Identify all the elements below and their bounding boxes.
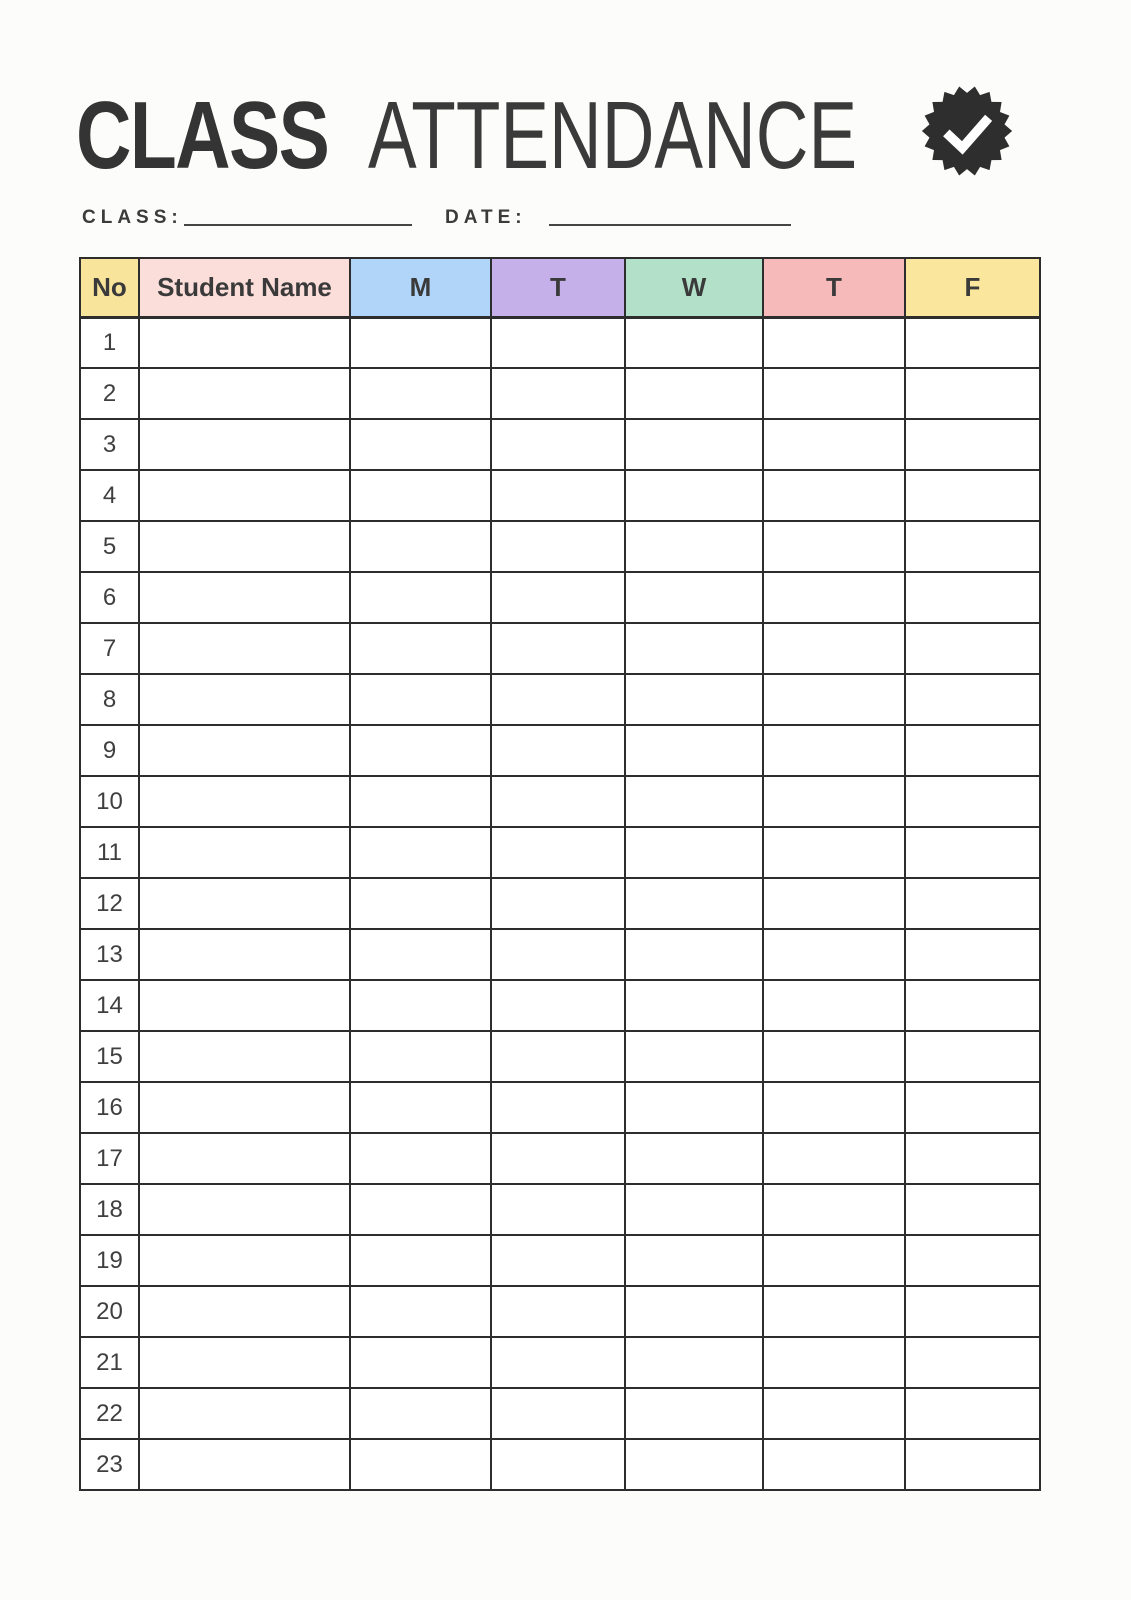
attendance-day-cell[interactable] [905,521,1040,572]
table-row [80,878,1040,929]
attendance-day-cell[interactable] [491,1286,625,1337]
attendance-day-cell[interactable] [625,980,763,1031]
student-name-cell[interactable] [139,674,350,725]
row-number-cell: 5 [80,521,139,572]
table-row [80,470,1040,521]
student-name-cell[interactable] [139,1082,350,1133]
attendance-day-cell[interactable] [763,1133,905,1184]
header-row [80,258,1040,317]
attendance-day-cell[interactable] [350,980,491,1031]
attendance-day-cell[interactable] [491,572,625,623]
table-row [80,419,1040,470]
attendance-day-cell[interactable] [625,1082,763,1133]
attendance-day-cell[interactable] [763,980,905,1031]
attendance-day-cell[interactable] [491,1388,625,1439]
row-number-cell: 18 [80,1184,139,1235]
table-row [80,1388,1040,1439]
student-name-cell[interactable] [139,1133,350,1184]
column-header-t-2: T [763,258,905,317]
attendance-day-cell[interactable] [625,1388,763,1439]
attendance-day-cell[interactable] [625,623,763,674]
attendance-day-cell[interactable] [763,521,905,572]
attendance-day-cell[interactable] [350,368,491,419]
table-row [80,980,1040,1031]
attendance-day-cell[interactable] [625,572,763,623]
page-title-class: CLASS [76,82,329,189]
attendance-day-cell[interactable] [905,929,1040,980]
attendance-day-cell[interactable] [763,674,905,725]
class-input-line[interactable] [184,206,412,226]
attendance-day-cell[interactable] [763,929,905,980]
row-number-cell: 20 [80,1286,139,1337]
attendance-day-cell[interactable] [491,674,625,725]
table-row [80,623,1040,674]
column-header-f: F [905,258,1040,317]
attendance-day-cell[interactable] [905,1235,1040,1286]
row-number-cell: 16 [80,1082,139,1133]
attendance-day-cell[interactable] [350,1439,491,1490]
attendance-day-cell[interactable] [350,929,491,980]
student-name-cell[interactable] [139,1388,350,1439]
attendance-day-cell[interactable] [491,878,625,929]
table-row [80,572,1040,623]
attendance-day-cell[interactable] [350,776,491,827]
table-row [80,776,1040,827]
attendance-day-cell[interactable] [491,1337,625,1388]
row-number-cell: 7 [80,623,139,674]
attendance-day-cell[interactable] [763,317,905,368]
attendance-day-cell[interactable] [905,572,1040,623]
attendance-day-cell[interactable] [350,878,491,929]
attendance-day-cell[interactable] [491,1133,625,1184]
attendance-day-cell[interactable] [905,827,1040,878]
attendance-day-cell[interactable] [350,725,491,776]
student-name-cell[interactable] [139,470,350,521]
attendance-day-cell[interactable] [763,776,905,827]
attendance-day-cell[interactable] [763,572,905,623]
table-row [80,1031,1040,1082]
column-header-m: M [350,258,491,317]
table-row [80,674,1040,725]
attendance-day-cell[interactable] [350,470,491,521]
table-row [80,827,1040,878]
student-name-cell[interactable] [139,1235,350,1286]
attendance-day-cell[interactable] [763,1286,905,1337]
row-number-cell: 11 [80,827,139,878]
attendance-day-cell[interactable] [491,929,625,980]
date-label: DATE: [445,207,527,228]
attendance-table [79,257,1041,1491]
attendance-day-cell[interactable] [350,572,491,623]
row-number-cell: 3 [80,419,139,470]
attendance-day-cell[interactable] [625,1133,763,1184]
student-name-cell[interactable] [139,317,350,368]
student-name-cell[interactable] [139,776,350,827]
attendance-day-cell[interactable] [905,1082,1040,1133]
attendance-day-cell[interactable] [350,1235,491,1286]
attendance-day-cell[interactable] [625,1337,763,1388]
attendance-day-cell[interactable] [625,317,763,368]
table-row [80,725,1040,776]
row-number-cell: 9 [80,725,139,776]
attendance-day-cell[interactable] [350,827,491,878]
column-header-t: T [491,258,625,317]
student-name-cell[interactable] [139,419,350,470]
attendance-day-cell[interactable] [350,1031,491,1082]
row-number-cell: 23 [80,1439,139,1490]
date-input-line[interactable] [549,206,791,226]
table-row [80,1082,1040,1133]
attendance-day-cell[interactable] [905,878,1040,929]
attendance-day-cell[interactable] [491,725,625,776]
row-number-cell: 12 [80,878,139,929]
table-row [80,1133,1040,1184]
attendance-day-cell[interactable] [625,1286,763,1337]
attendance-day-cell[interactable] [491,1184,625,1235]
attendance-day-cell[interactable] [625,470,763,521]
attendance-day-cell[interactable] [905,470,1040,521]
student-name-cell[interactable] [139,878,350,929]
attendance-day-cell[interactable] [763,878,905,929]
table-row [80,1286,1040,1337]
attendance-day-cell[interactable] [491,827,625,878]
attendance-day-cell[interactable] [763,1235,905,1286]
attendance-day-cell[interactable] [625,827,763,878]
attendance-day-cell[interactable] [905,1388,1040,1439]
attendance-day-cell[interactable] [763,1031,905,1082]
attendance-day-cell[interactable] [625,878,763,929]
attendance-day-cell[interactable] [350,1388,491,1439]
attendance-day-cell[interactable] [763,368,905,419]
row-number-cell: 14 [80,980,139,1031]
attendance-day-cell[interactable] [350,1286,491,1337]
page-title-attendance: ATTENDANCE [368,82,858,189]
attendance-day-cell[interactable] [491,521,625,572]
attendance-day-cell[interactable] [491,1439,625,1490]
row-number-cell: 21 [80,1337,139,1388]
table-row [80,1184,1040,1235]
attendance-day-cell[interactable] [350,1082,491,1133]
check-seal-icon [920,84,1014,178]
attendance-day-cell[interactable] [350,317,491,368]
attendance-day-cell[interactable] [625,929,763,980]
student-name-cell[interactable] [139,827,350,878]
attendance-day-cell[interactable] [763,419,905,470]
attendance-day-cell[interactable] [491,419,625,470]
table-row [80,521,1040,572]
badge-seal [922,87,1012,176]
attendance-day-cell[interactable] [491,368,625,419]
table-row [80,1439,1040,1490]
attendance-day-cell[interactable] [905,317,1040,368]
attendance-day-cell[interactable] [905,674,1040,725]
student-name-cell[interactable] [139,1031,350,1082]
attendance-day-cell[interactable] [905,1337,1040,1388]
attendance-day-cell[interactable] [625,674,763,725]
attendance-day-cell[interactable] [905,1031,1040,1082]
attendance-day-cell[interactable] [350,1184,491,1235]
attendance-day-cell[interactable] [905,1184,1040,1235]
attendance-day-cell[interactable] [905,1439,1040,1490]
attendance-day-cell[interactable] [905,980,1040,1031]
attendance-day-cell[interactable] [491,776,625,827]
student-name-cell[interactable] [139,980,350,1031]
attendance-day-cell[interactable] [625,368,763,419]
attendance-day-cell[interactable] [905,776,1040,827]
row-number-cell: 17 [80,1133,139,1184]
attendance-day-cell[interactable] [625,1031,763,1082]
attendance-day-cell[interactable] [625,776,763,827]
attendance-day-cell[interactable] [350,674,491,725]
attendance-day-cell[interactable] [625,1184,763,1235]
attendance-day-cell[interactable] [625,521,763,572]
row-number-cell: 1 [80,317,139,368]
attendance-day-cell[interactable] [625,1235,763,1286]
row-number-cell: 22 [80,1388,139,1439]
row-number-cell: 2 [80,368,139,419]
attendance-day-cell[interactable] [905,1133,1040,1184]
row-number-cell: 8 [80,674,139,725]
student-name-cell[interactable] [139,929,350,980]
column-header-no: No [80,258,139,317]
attendance-day-cell[interactable] [905,419,1040,470]
attendance-day-cell[interactable] [763,725,905,776]
attendance-day-cell[interactable] [350,1133,491,1184]
attendance-day-cell[interactable] [905,623,1040,674]
attendance-day-cell[interactable] [491,1082,625,1133]
student-name-cell[interactable] [139,725,350,776]
row-number-cell: 10 [80,776,139,827]
attendance-day-cell[interactable] [491,317,625,368]
attendance-day-cell[interactable] [905,368,1040,419]
table-row [80,1235,1040,1286]
attendance-day-cell[interactable] [350,623,491,674]
student-name-cell[interactable] [139,1184,350,1235]
attendance-day-cell[interactable] [491,1235,625,1286]
row-number-cell: 19 [80,1235,139,1286]
attendance-day-cell[interactable] [763,827,905,878]
student-name-cell[interactable] [139,623,350,674]
attendance-day-cell[interactable] [763,1184,905,1235]
table-row [80,1337,1040,1388]
row-number-cell: 6 [80,572,139,623]
attendance-day-cell[interactable] [350,521,491,572]
table-row [80,317,1040,368]
attendance-day-cell[interactable] [625,419,763,470]
student-name-cell[interactable] [139,1337,350,1388]
student-name-cell[interactable] [139,1439,350,1490]
attendance-day-cell[interactable] [625,725,763,776]
row-number-cell: 15 [80,1031,139,1082]
attendance-day-cell[interactable] [491,1031,625,1082]
student-name-cell[interactable] [139,1286,350,1337]
student-name-cell[interactable] [139,572,350,623]
attendance-day-cell[interactable] [905,1286,1040,1337]
table-row [80,929,1040,980]
attendance-day-cell[interactable] [763,623,905,674]
attendance-day-cell[interactable] [763,1439,905,1490]
table-body [80,317,1040,1490]
class-label: CLASS: [82,207,183,228]
attendance-day-cell[interactable] [763,1337,905,1388]
table-row [80,368,1040,419]
attendance-day-cell[interactable] [905,725,1040,776]
column-header-w: W [625,258,763,317]
attendance-day-cell[interactable] [625,1439,763,1490]
row-number-cell: 4 [80,470,139,521]
attendance-day-cell[interactable] [491,470,625,521]
attendance-day-cell[interactable] [763,1082,905,1133]
row-number-cell: 13 [80,929,139,980]
attendance-day-cell[interactable] [350,419,491,470]
student-name-cell[interactable] [139,521,350,572]
attendance-day-cell[interactable] [491,623,625,674]
attendance-day-cell[interactable] [491,980,625,1031]
attendance-day-cell[interactable] [763,470,905,521]
student-name-cell[interactable] [139,368,350,419]
attendance-day-cell[interactable] [350,1337,491,1388]
column-header-student-name: Student Name [139,258,350,317]
attendance-day-cell[interactable] [763,1388,905,1439]
